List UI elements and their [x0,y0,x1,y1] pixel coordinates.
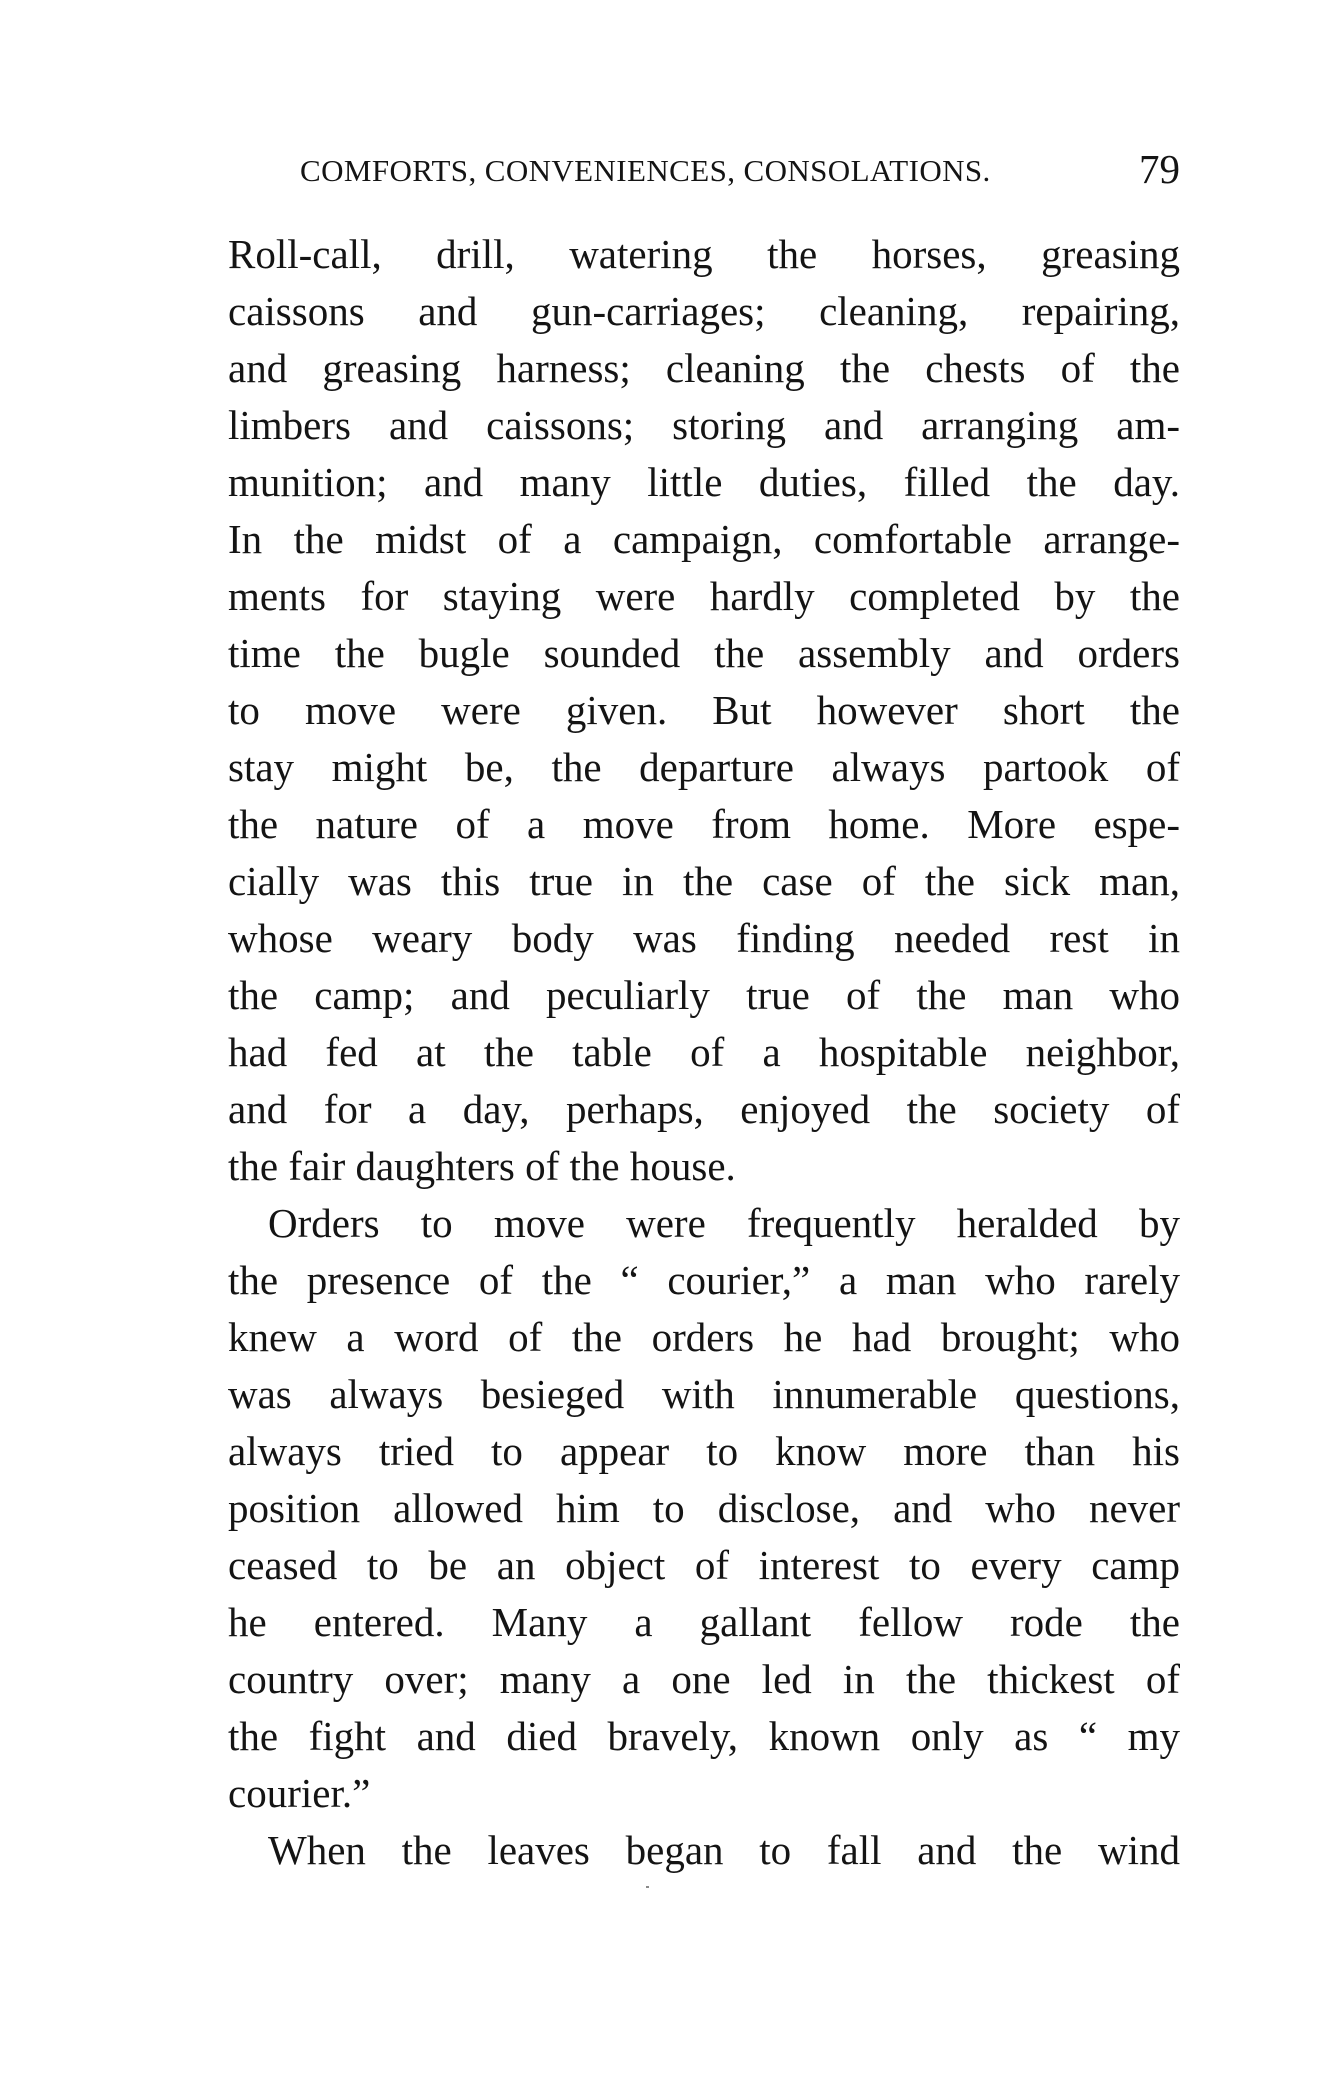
text-line: knew a word of the orders he had brought; who [228,1314,1180,1360]
text-line: cially was this true in the case of the sick man, [228,858,1180,904]
text-line: Roll-call, drill, watering the horses, greasing [228,231,1180,277]
text-line: and for a day, perhaps, enjoyed the society of [228,1086,1180,1132]
running-head [300,145,1180,195]
text-line: time the bugle sounded the assembly and orders [228,630,1180,676]
page-number: 79 [1139,146,1180,192]
text-line: the nature of a move from home. More espe- [228,801,1180,847]
text-line: munition; and many little duties, filled the day. [228,459,1180,505]
text-line: the camp; and peculiarly true of the man who [228,972,1180,1018]
text-line: position allowed him to disclose, and who never [228,1485,1180,1531]
text-line: to move were given. But however short the [228,687,1180,733]
text-line: ceased to be an object of interest to every camp [228,1542,1180,1588]
text-line: ments for staying were hardly completed by the [228,573,1180,619]
text-line: When the leaves began to fall and the wind [268,1827,1180,1873]
text-line: limbers and caissons; storing and arranging am- [228,402,1180,448]
text-line: In the midst of a campaign, comfortable arrange- [228,516,1180,562]
text-line: had fed at the table of a hospitable neighbor, [228,1029,1180,1075]
text-line: Orders to move were frequently heralded by [268,1200,1180,1246]
text-line: stay might be, the departure always partook of [228,744,1180,790]
text-line: whose weary body was finding needed rest in [228,915,1180,961]
text-line: the presence of the “ courier,” a man who rarely [228,1257,1180,1303]
text-line: the fair daughters of the house. [228,1143,736,1189]
text-line: courier.” [228,1770,371,1816]
text-line: always tried to appear to know more than his [228,1428,1180,1474]
text-line: was always besieged with innumerable questions, [228,1371,1180,1417]
text-line: the fight and died bravely, known only as “ my [228,1713,1180,1759]
ink-speck [646,1886,649,1888]
text-line: he entered. Many a gallant fellow rode the [228,1599,1180,1645]
body-text [228,226,1180,1879]
text-line: country over; many a one led in the thickest of [228,1656,1180,1702]
running-title: COMFORTS, CONVENIENCES, CONSOLATIONS. [300,153,991,188]
text-line: and greasing harness; cleaning the chests of the [228,345,1180,391]
text-line: caissons and gun-carriages; cleaning, repairing, [228,288,1180,334]
